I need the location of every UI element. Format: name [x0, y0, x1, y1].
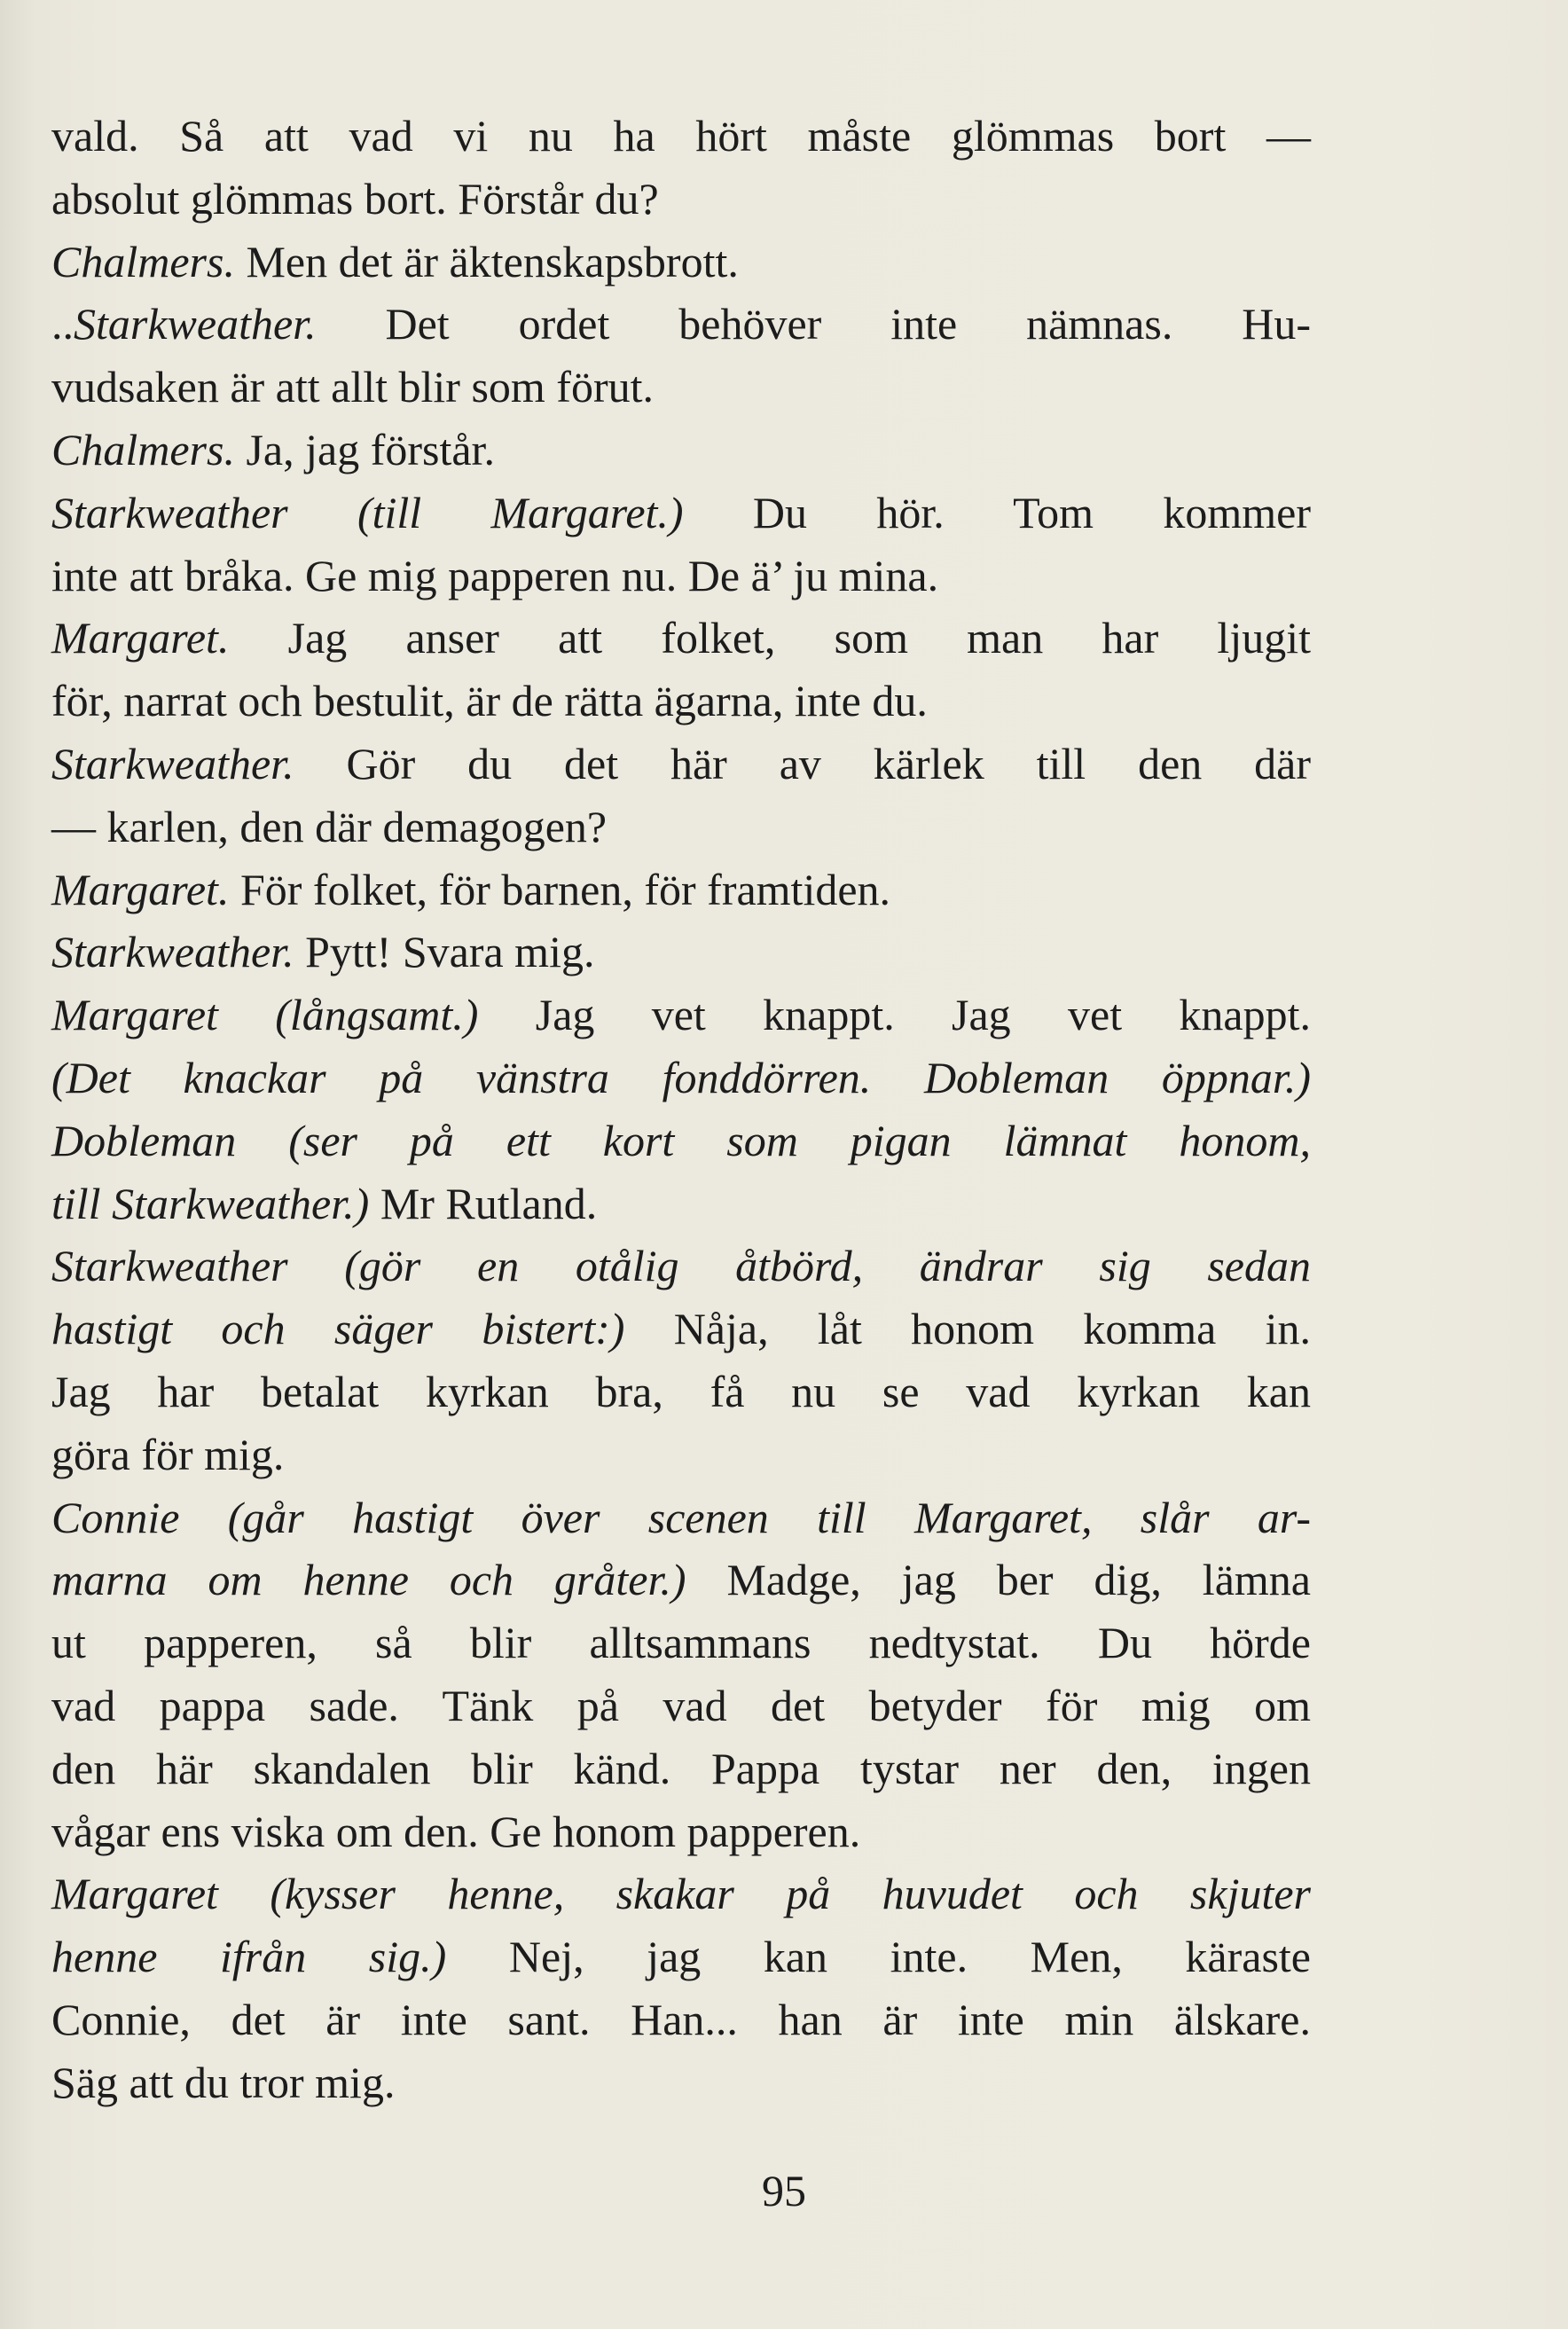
- italic-text: Starkweather (till Margaret.): [51, 487, 684, 537]
- italic-text: Margaret (långsamt.): [51, 990, 479, 1040]
- text-segment: för, narrat och bestulit, är de rätta ägarna, inte du.: [51, 676, 928, 726]
- italic-text: Starkweather.: [51, 738, 294, 788]
- italic-text: Margaret.: [51, 613, 230, 663]
- text-line: [51, 1862, 1311, 1925]
- text-line: [51, 670, 1311, 733]
- text-segment: Nej, jag kan inte. Men, käraste: [446, 1932, 1311, 1982]
- text-line: [51, 545, 1311, 608]
- italic-text: Starkweather.: [74, 299, 317, 349]
- text-segment: Mr Rutland.: [369, 1178, 598, 1228]
- text-segment: Ja, jag förstår.: [234, 424, 495, 474]
- text-segment: Säg att du tror mig.: [51, 2057, 396, 2107]
- text-line: [51, 293, 1311, 356]
- italic-text: Connie (går hastigt över scenen till Margaret, slår ar-: [51, 1492, 1311, 1542]
- italic-text: Starkweather (gör en otålig åtbörd, ändrar sig sedan: [51, 1241, 1311, 1291]
- text-line: [51, 2051, 1311, 2114]
- text-segment: Det ordet behöver inte nämnas. Hu-: [316, 299, 1311, 349]
- text-line: [51, 168, 1311, 231]
- text-line: [51, 1988, 1311, 2051]
- text-segment: Men det är äktenskapsbrott.: [234, 236, 739, 286]
- page-number: 95: [762, 2166, 806, 2215]
- text-segment: Nåja, låt honom komma in.: [624, 1304, 1311, 1354]
- italic-text: (Det knackar på vänstra fonddörren. Dobleman öppnar.): [51, 1052, 1311, 1102]
- italic-text: Starkweather.: [51, 927, 294, 977]
- text-line: [51, 1925, 1311, 1988]
- text-line: [51, 419, 1311, 482]
- text-segment: ut papperen, så blir alltsammans nedtystat. Du hörde: [51, 1618, 1311, 1668]
- text-segment: ..: [51, 299, 74, 349]
- italic-text: Margaret (kysser henne, skakar på huvudet och skjuter: [51, 1869, 1311, 1919]
- text-segment: — karlen, den där demagogen?: [51, 801, 608, 851]
- text-line: [51, 984, 1311, 1047]
- text-segment: göra för mig.: [51, 1429, 285, 1479]
- text-segment: Gör du det här av kärlek till den där: [294, 738, 1311, 788]
- text-line: [51, 1549, 1311, 1611]
- text-segment: inte att bråka. Ge mig papperen nu. De ä’ ju mina.: [51, 550, 939, 600]
- text-line: [51, 1423, 1311, 1486]
- text-line: [51, 231, 1311, 294]
- text-line: [51, 859, 1311, 921]
- italic-text: hastigt och säger bistert:): [51, 1304, 625, 1354]
- text-segment: Jag vet knappt. Jag vet knappt.: [478, 990, 1312, 1040]
- text-line: [51, 733, 1311, 796]
- text-line: [51, 1047, 1311, 1110]
- italic-text: Chalmers.: [51, 236, 235, 286]
- text-segment: Jag har betalat kyrkan bra, få nu se vad kyrkan kan: [51, 1366, 1311, 1416]
- text-segment: vågar ens viska om den. Ge honom papperen.: [51, 1806, 861, 1856]
- play-text: [51, 105, 1311, 2114]
- text-segment: Connie, det är inte sant. Han... han är inte min älskare.: [51, 1994, 1311, 2044]
- italic-text: Chalmers.: [51, 424, 235, 474]
- italic-text: Dobleman (ser på ett kort som pigan lämnat honom,: [51, 1115, 1311, 1165]
- text-line: [51, 1235, 1311, 1298]
- text-line: [51, 1172, 1311, 1235]
- italic-text: Margaret.: [51, 864, 230, 914]
- text-segment: Madge, jag ber dig, lämna: [686, 1555, 1311, 1605]
- text-line: [51, 1361, 1311, 1423]
- text-line: [51, 921, 1311, 984]
- text-segment: vudsaken är att allt blir som förut.: [51, 362, 655, 412]
- text-line: [51, 796, 1311, 859]
- text-segment: Pytt! Svara mig.: [294, 927, 595, 977]
- text-line: [51, 482, 1311, 545]
- text-segment: Du hör. Tom kommer: [683, 487, 1312, 537]
- italic-text: till Starkweather.): [51, 1178, 370, 1228]
- text-line: [51, 356, 1311, 419]
- text-line: [51, 1674, 1311, 1737]
- text-line: [51, 1486, 1311, 1549]
- text-segment: absolut glömmas bort. Förstår du?: [51, 173, 659, 223]
- text-line: [51, 607, 1311, 670]
- text-line: [51, 1611, 1311, 1674]
- italic-text: henne ifrån sig.): [51, 1932, 447, 1982]
- text-segment: den här skandalen blir känd. Pappa tystar ner den, ingen: [51, 1743, 1311, 1793]
- text-line: [51, 1298, 1311, 1361]
- text-line: [51, 105, 1311, 168]
- text-segment: För folket, för barnen, för framtiden.: [229, 864, 891, 914]
- text-segment: vad pappa sade. Tänk på vad det betyder för mig om: [51, 1680, 1311, 1730]
- italic-text: marna om henne och gråter.): [51, 1555, 686, 1605]
- text-segment: vald. Så att vad vi nu ha hört måste glömmas bort —: [51, 111, 1311, 161]
- text-line: [51, 1800, 1311, 1863]
- text-line: [51, 1737, 1311, 1800]
- text-line: [51, 1110, 1311, 1172]
- text-segment: Jag anser att folket, som man har ljugit: [229, 613, 1311, 663]
